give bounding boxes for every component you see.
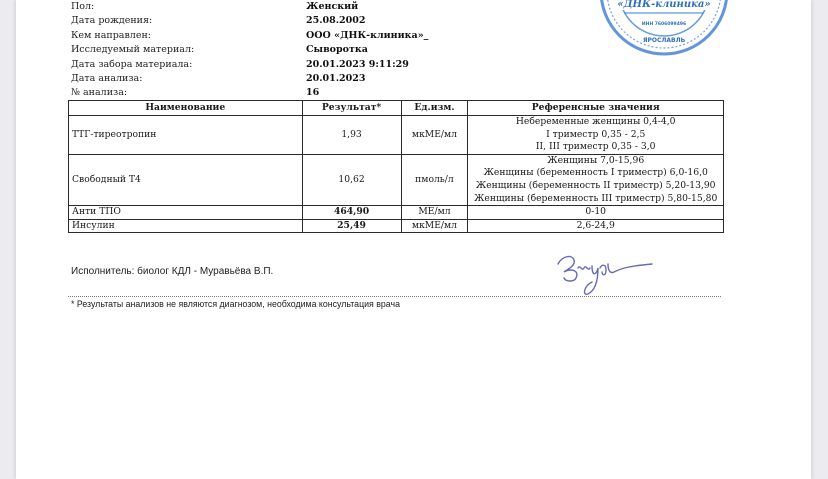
table-row — [69, 219, 724, 233]
info-label: Исследуемый материал: — [71, 44, 195, 56]
info-label: № анализа: — [71, 87, 128, 99]
info-value: 20.01.2023 9:11:29 — [306, 58, 409, 70]
test-unit: пмоль/л — [401, 154, 468, 205]
header-unit: Ед.изм. — [401, 101, 468, 116]
clinic-stamp-icon — [598, 0, 730, 57]
header-result: Результат* — [302, 101, 401, 116]
test-unit: мкМЕ/мл — [401, 116, 468, 155]
header-name: Наименование — [69, 101, 303, 116]
test-reference: 0-10 — [468, 206, 724, 220]
svg-text:«ДНК-клиника»: «ДНК-клиника» — [617, 0, 711, 10]
test-name: Инсулин — [69, 219, 303, 233]
info-value: Сыворотка — [306, 44, 368, 56]
test-reference — [468, 116, 724, 155]
test-reference — [468, 154, 724, 205]
info-row-material — [71, 43, 491, 57]
test-result: 25,49 — [302, 219, 401, 233]
table-header-row — [69, 101, 724, 116]
header-reference: Референсные значения — [468, 101, 724, 116]
info-value: ООО «ДНК-клиника»_ — [306, 29, 429, 41]
executor-line: Исполнитель: биолог КДЛ - Муравьёва В.П. — [71, 266, 274, 277]
table-row — [69, 206, 724, 220]
table-row — [69, 154, 724, 205]
signature-icon — [552, 246, 662, 298]
info-label: Пол: — [71, 1, 95, 12]
svg-text:ИНН 7606099496: ИНН 7606099496 — [641, 22, 687, 27]
patient-info — [71, 0, 491, 101]
reference-line: I триместр 0,35 - 2,5 — [546, 128, 646, 140]
results-table — [68, 100, 724, 233]
info-label: Дата анализа: — [71, 72, 143, 84]
test-unit: МЕ/мл — [401, 206, 468, 220]
separator-line — [68, 296, 721, 297]
info-label: Кем направлен: — [71, 29, 151, 41]
reference-line: Женщины 7,0-15,96 — [547, 154, 645, 166]
test-reference: 2,6-24,9 — [468, 219, 724, 233]
info-value: 16 — [306, 87, 320, 99]
disclaimer-footnote: * Результаты анализов не являются диагнозом, необходима консультация врача — [71, 299, 400, 309]
test-result: 464,90 — [302, 206, 401, 220]
info-value: 20.01.2023 — [306, 72, 366, 84]
reference-line: II, III триместр 0,35 - 3,0 — [535, 141, 656, 153]
test-name: Свободный Т4 — [69, 154, 303, 205]
test-result: 1,93 — [302, 116, 401, 155]
info-row-analysis-number — [71, 86, 491, 100]
info-row-collection-date — [71, 58, 491, 72]
reference-line: Женщины (беременность I триместр) 6,0-16,0 — [483, 167, 708, 179]
info-value: Женский — [306, 1, 359, 12]
info-label: Дата забора материала: — [71, 58, 193, 70]
info-row-analysis-date — [71, 72, 491, 86]
test-name: Анти ТПО — [69, 206, 303, 220]
info-value: 25.08.2002 — [306, 15, 366, 27]
info-row-birthdate — [71, 14, 491, 28]
test-result: 10,62 — [302, 154, 401, 205]
reference-line: Женщины (беременность III триместр) 5,80-15,80 — [474, 192, 718, 204]
info-label: Дата рождения: — [71, 15, 153, 27]
svg-text:ЯРОСЛАВЛЬ: ЯРОСЛАВЛЬ — [642, 37, 686, 44]
info-row-sex — [71, 0, 491, 14]
test-name: ТТГ-тиреотропин — [69, 116, 303, 155]
info-row-referrer — [71, 29, 491, 43]
reference-line: Небеременные женщины 0,4-4,0 — [515, 116, 676, 127]
document-page — [16, 0, 811, 479]
test-unit: мкМЕ/мл — [401, 219, 468, 233]
reference-line: Женщины (беременность II триместр) 5,20-13,90 — [475, 179, 716, 191]
table-row — [69, 116, 724, 155]
